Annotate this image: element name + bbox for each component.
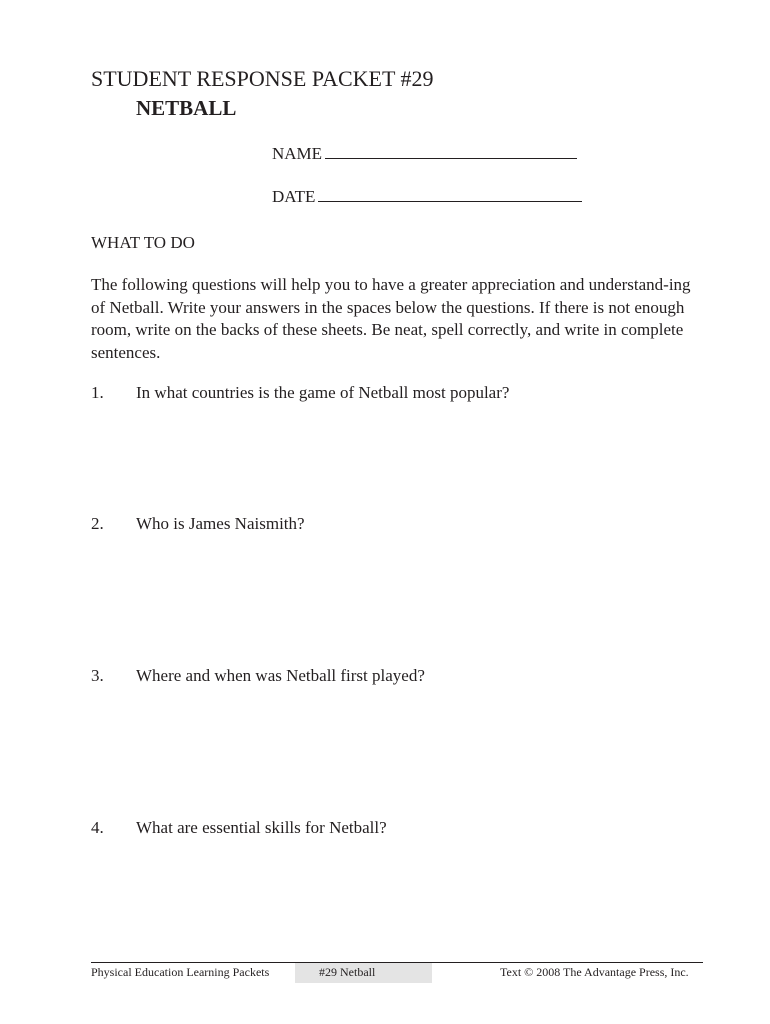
date-field[interactable]: [272, 186, 582, 207]
question-4-number: 4.: [91, 818, 104, 837]
question-4-text: What are essential skills for Netball?: [136, 818, 387, 837]
name-label: NAME: [272, 144, 323, 163]
footer-packet-label: #29 Netball: [319, 965, 376, 979]
question-3-number: 3.: [91, 666, 104, 685]
section-heading: WHAT TO DO: [91, 233, 195, 252]
question-2-number: 2.: [91, 514, 104, 533]
date-blank-line[interactable]: [318, 186, 582, 202]
page-subtitle: NETBALL: [136, 96, 237, 120]
date-label: DATE: [272, 187, 316, 206]
footer-series-title: Physical Education Learning Packets: [91, 965, 270, 979]
question-1-text: In what countries is the game of Netball most popular?: [136, 383, 510, 402]
instructions-paragraph: The following questions will help you to have a greater appreciation and understand-ing of Netball. Write your answers in the spaces below the questions. If there is not enough room, write on the backs of these sheets. Be neat, spell correctly, and write in complete sentences.: [91, 275, 691, 362]
footer-copyright: Text © 2008 The Advantage Press, Inc.: [500, 965, 689, 979]
name-blank-line[interactable]: [325, 143, 577, 159]
question-3-text: Where and when was Netball first played?: [136, 666, 425, 685]
question-1-number: 1.: [91, 383, 104, 402]
name-field[interactable]: [272, 143, 577, 164]
page-title: STUDENT RESPONSE PACKET #29: [91, 66, 434, 91]
question-2-text: Who is James Naismith?: [136, 514, 305, 533]
